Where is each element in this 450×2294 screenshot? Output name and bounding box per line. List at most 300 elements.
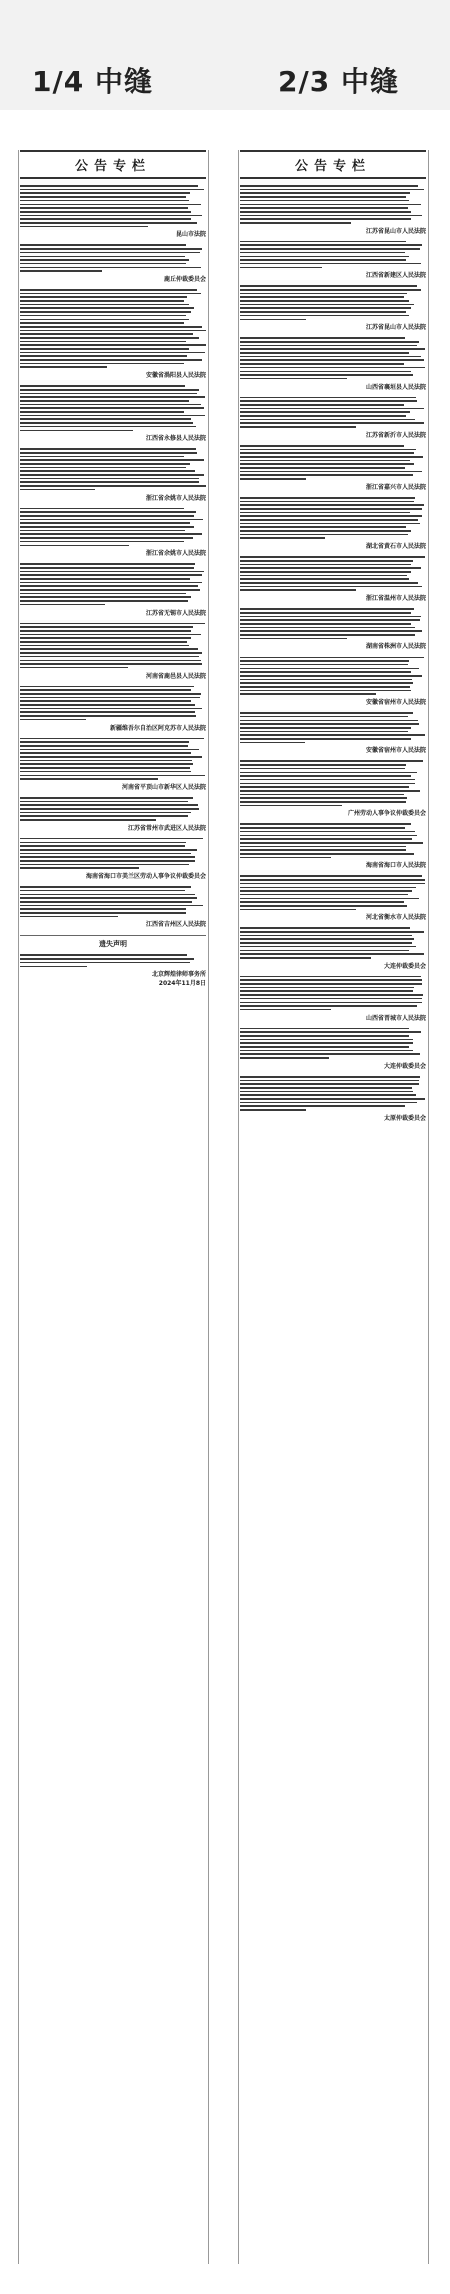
text-line [20,189,204,191]
text-line [20,393,197,395]
text-line [20,749,199,751]
text-line [20,842,186,844]
text-line [20,485,206,487]
text-line [20,319,189,321]
text-line [240,1094,416,1096]
text-line [240,256,409,258]
text-line [240,946,416,948]
issuer-name: 安徽省宿州市人民法院 [365,699,426,707]
text-line [240,215,422,217]
announcement-block [240,875,426,925]
text-line [240,537,325,539]
text-line [240,805,342,807]
text-line [240,1053,420,1055]
text-line [240,211,411,213]
text-line [240,196,406,198]
text-line [240,731,408,733]
text-line [20,808,199,810]
text-line [20,689,191,691]
text-line [240,690,411,692]
text-line [240,515,422,517]
text-line [240,508,422,510]
text-line [20,711,195,713]
announcement-block [20,185,206,242]
text-line [240,460,410,462]
text-line [240,1031,421,1033]
text-line [20,582,202,584]
left-column [20,150,206,2264]
text-line [20,252,200,254]
text-line [20,652,202,654]
issuer-name: 新疆维吾尔自治区阿克苏市人民法院 [109,724,206,732]
text-line [20,400,189,402]
left-announcements [20,183,206,932]
text-line [20,663,202,665]
text-line [20,363,184,365]
text-line [20,596,191,598]
text-line [240,957,371,959]
text-line [240,990,413,992]
text-line [240,296,404,298]
text-line [20,355,187,357]
text-line [20,905,203,907]
text-line [240,797,407,799]
text-line [20,815,188,817]
text-line [20,708,202,710]
text-line [20,267,201,269]
text-line [20,763,193,765]
text-line [240,285,417,287]
text-line [20,200,189,202]
text-line [240,857,331,859]
text-line [240,938,414,940]
text-line [240,315,409,317]
text-line [240,504,424,506]
announcement-block [20,508,206,562]
text-line [240,630,422,632]
text-line [20,541,184,543]
text-line [240,359,424,361]
text-line [20,563,195,565]
text-line [240,218,411,220]
text-line [240,467,405,469]
announcement-block [240,185,426,239]
text-line [20,311,191,313]
text-line [20,667,128,669]
text-line [20,385,185,387]
text-line [20,389,199,391]
text-line [20,259,189,261]
text-line [20,296,187,298]
crease-left-label: 1/4 中缝 [32,65,153,98]
text-line [240,534,408,536]
text-line [240,849,406,851]
text-line [20,263,186,265]
text-line [20,593,186,595]
text-line [240,686,410,688]
text-line [240,890,412,892]
text-line [240,449,416,451]
announcement-block [240,976,426,1026]
text-line [240,371,411,373]
text-line [20,533,202,535]
announcement-block [20,886,206,932]
text-line [240,363,404,365]
text-line [20,218,191,220]
issuer-name: 鹿丘仲裁委员会 [163,275,206,283]
text-line [240,400,417,402]
text-line [20,404,201,406]
divider [20,935,206,936]
issuer-name: 山西省晋城市人民法院 [365,1014,426,1022]
right-announcements [240,183,426,1126]
announcement-block [240,927,426,973]
text-line [240,612,411,614]
text-line [20,886,191,888]
text-line [240,289,421,291]
text-line [240,267,322,269]
text-line [240,723,419,725]
text-line [240,994,423,996]
text-line [20,422,193,424]
announcement-block [20,797,206,836]
text-line [20,418,191,420]
crease-right-label: 2/3 中缝 [278,65,399,98]
text-line [240,512,410,514]
text-line [20,645,189,647]
text-line [240,734,425,736]
announcement-block [240,556,426,606]
text-line [240,790,420,792]
text-line [240,905,407,907]
text-line [240,623,411,625]
text-line [20,697,200,699]
text-line [20,244,186,246]
text-line [20,648,198,650]
text-line [20,704,195,706]
text-line [240,445,404,447]
text-line [240,501,414,503]
text-line [20,207,188,209]
text-line [240,987,414,989]
text-line [20,634,201,636]
announcement-block [20,623,206,684]
text-line [240,319,306,321]
text-line [240,1046,409,1048]
text-line [240,571,411,573]
text-line [20,522,190,524]
text-line [20,801,188,803]
text-line [20,962,190,964]
text-line [240,252,405,254]
text-line [240,578,409,580]
issuer-name: 江苏省无锡市人民法院 [145,609,206,617]
text-line [240,207,408,209]
text-line [20,337,199,339]
text-line [20,589,200,591]
announcement-block [240,823,426,873]
text-line [20,756,202,758]
right-column-header: 公告专栏 [240,150,426,179]
text-line [240,248,420,250]
text-line [240,875,422,877]
announcement-block [20,838,206,884]
announcement-block [240,1028,426,1074]
text-line [20,741,189,743]
lost-notice-title: 遗失声明 [99,940,127,949]
column-rule [208,150,209,2264]
text-line [20,537,193,539]
text-line [240,657,424,659]
text-line [20,248,202,250]
text-line [240,927,410,929]
text-line [20,797,193,799]
text-line [240,1057,329,1059]
issuer-name: 浙江省余姚市人民法院 [145,494,206,502]
text-line [20,211,191,213]
text-line [240,953,424,955]
announcement-block [20,289,206,383]
text-line [20,545,129,547]
text-line [240,619,420,621]
text-line [20,908,186,910]
text-line [240,608,414,610]
text-line [20,489,95,491]
text-line [240,898,419,900]
text-line [20,637,191,639]
issuer-name: 江西省新建区人民法院 [365,272,426,280]
text-line [240,1050,413,1052]
text-line [240,411,410,413]
text-line [240,720,418,722]
issuer-name: 江苏省昆山市人民法院 [365,227,426,235]
footer-org: 北京辉煌律师事务所 [151,971,206,979]
text-line [20,778,158,780]
text-line [20,700,191,702]
text-line [20,341,186,343]
text-line [20,693,201,695]
announcement-block [240,337,426,394]
issuer-name: 海南省海口市人民法院 [365,862,426,870]
text-line [240,712,413,714]
text-line [240,1042,413,1044]
text-line [240,589,356,591]
text-line [240,831,415,833]
text-line [240,352,409,354]
text-line [20,574,202,576]
text-line [240,887,416,889]
text-line [20,600,188,602]
text-line [20,426,196,428]
issuer-name: 海南省海口市美兰区劳动人事争议仲裁委员会 [85,873,206,881]
text-line [20,300,184,302]
text-line [240,263,421,265]
text-line [240,1035,409,1037]
text-line [20,656,199,658]
text-line [240,983,422,985]
right-column [240,150,426,2264]
text-line [20,192,190,194]
text-line [240,426,356,428]
text-line [240,760,423,762]
text-line [20,415,205,417]
announcement-block [20,686,206,736]
text-line [240,519,418,521]
issuer-name: 广州劳动人事争议仲裁委员会 [347,810,426,818]
announcement-block [240,712,426,758]
text-line [240,523,420,525]
text-line [20,860,195,862]
text-line [240,1105,405,1107]
text-line [240,950,409,952]
issuer-name: 河南省鹿邑县人民法院 [145,672,206,680]
text-line [240,738,411,740]
announcement-block [20,385,206,446]
text-line [240,801,406,803]
text-line [240,838,412,840]
issuer-name: 太原仲裁委员会 [383,1114,426,1122]
text-line [240,671,411,673]
text-line [240,311,406,313]
text-line [20,478,199,480]
announcement-block [240,760,426,821]
text-line [20,315,186,317]
text-line [240,348,425,350]
announcement-block [240,1076,426,1126]
text-line [20,530,185,532]
text-line [20,289,197,291]
text-line [20,890,185,892]
text-line [240,582,418,584]
text-line [20,508,184,510]
text-line [20,352,205,354]
text-line [240,682,413,684]
text-line [20,330,206,332]
text-line [20,958,194,960]
issuer-name: 安徽省宿州市人民法院 [365,747,426,755]
text-line [20,226,148,228]
issuer-name: 江苏省新沂市人民法院 [365,431,426,439]
text-line [20,526,194,528]
text-line [20,481,199,483]
text-line [240,660,409,662]
issuer-name: 江西省永修县人民法院 [145,435,206,443]
text-line [20,738,204,740]
text-line [240,419,415,421]
text-line [240,341,419,343]
text-line [240,842,423,844]
text-line [20,396,205,398]
text-line [240,200,409,202]
text-line [20,204,201,206]
text-line [20,745,188,747]
text-line [20,293,201,295]
text-line [20,359,202,361]
text-line [240,1080,419,1082]
text-line [20,623,205,625]
issuer-name: 山西省襄垣县人民法院 [365,383,426,391]
text-line [20,196,186,198]
text-line [20,463,190,465]
text-line [240,768,405,770]
issuer-name: 河南省平顶山市新华区人民法院 [121,783,206,791]
text-line [20,767,190,769]
text-line [20,344,206,346]
issuer-name: 大连仲裁委员会 [383,962,426,970]
text-line [20,322,184,324]
announcement-block [240,241,426,284]
text-line [240,497,415,499]
text-line [240,835,417,837]
text-line [20,912,186,914]
text-line [20,366,107,368]
text-line [20,752,191,754]
text-line [240,638,347,640]
announcement-block [240,608,426,654]
text-line [240,189,424,191]
text-line [240,241,406,243]
text-line [240,823,411,825]
text-line [240,556,425,558]
text-line [240,204,421,206]
text-line [20,604,105,606]
text-line [240,1039,413,1041]
text-line [240,779,415,781]
text-line [240,716,408,718]
column-rule [238,150,239,2264]
announcement-block [240,657,426,711]
text-line [20,567,194,569]
text-line [20,630,191,632]
text-line [240,307,411,309]
announcement-block [240,397,426,443]
text-line [20,222,197,224]
issuer-name: 浙江省温州市人民法院 [365,595,426,603]
text-line [20,407,204,409]
text-line [20,812,191,814]
text-line [240,575,407,577]
text-line [20,348,189,350]
text-line [20,916,118,918]
text-line [20,897,197,899]
text-line [20,626,193,628]
text-line [240,530,411,532]
text-line [20,641,187,643]
text-line [20,333,193,335]
text-line [240,378,347,380]
text-line [240,1083,419,1085]
text-line [240,397,416,399]
text-line [240,909,356,911]
text-line [240,1102,417,1104]
announcement-block [240,285,426,335]
text-line [240,693,376,695]
text-line [20,430,133,432]
text-line [240,846,406,848]
text-line [240,192,410,194]
text-line [20,467,186,469]
text-line [20,456,184,458]
issuer-name: 浙江省嘉兴市人民法院 [365,483,426,491]
text-line [240,222,351,224]
text-line [20,578,190,580]
text-line [240,356,421,358]
text-line [240,675,422,677]
text-line [240,679,412,681]
text-line [240,883,425,885]
text-line [240,471,422,473]
text-line [240,374,413,376]
